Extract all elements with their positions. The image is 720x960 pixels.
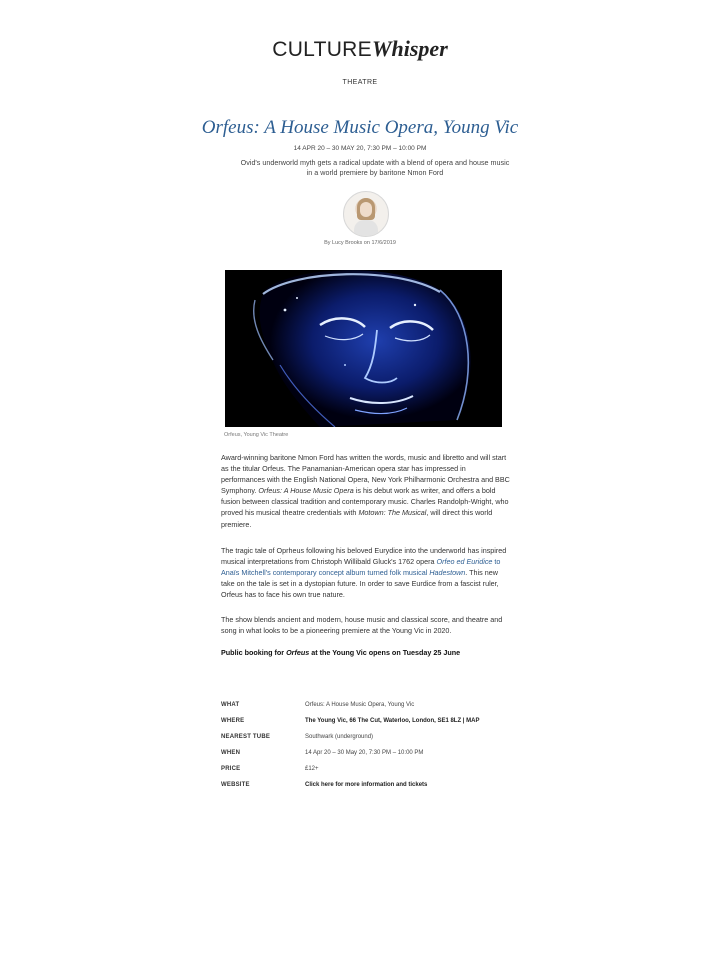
info-row-when (221, 750, 521, 766)
booking-notice: Public booking for Orfeus at the Young Vic opens on Tuesday 25 June (221, 648, 461, 657)
venue-address-link[interactable]: The Young Vic, 66 The Cut, Waterloo, London, SE1 8LZ | MAP (305, 718, 480, 724)
info-label: WEBSITE (221, 782, 250, 788)
article-title: Orfeus: A House Music Opera, Young Vic (201, 117, 519, 138)
info-label: NEAREST TUBE (221, 734, 271, 740)
info-label: PRICE (221, 766, 241, 772)
info-row-website (221, 782, 521, 798)
site-logo[interactable] (0, 36, 720, 62)
info-row-tube (221, 734, 521, 750)
website-link[interactable]: Click here for more information and tickets (305, 782, 428, 788)
info-label: WHERE (221, 718, 245, 724)
info-label: WHEN (221, 750, 241, 756)
info-row-what (221, 702, 521, 718)
info-row-price (221, 766, 521, 782)
link-hadestown[interactable]: Hadestown (429, 568, 466, 578)
info-value: Orfeus: A House Music Opera, Young Vic (305, 702, 415, 708)
link-anais[interactable]: to Anaïs Mitchell's contemporary concept album turned folk musical (221, 557, 501, 578)
image-caption: Orfeus, Young Vic Theatre (224, 432, 289, 438)
paragraph-2: The tragic tale of Oprheus following his beloved Eurydice into the underworld has inspired musical interpretations from Christoph Willibald Gluck's 1762 opera Orfeo ed Euridice to Anaïs Mitchell's contemporary concept album turned folk musical Hadestown. This new take on the tale is set in a dystopian future. In order to save Eurdice from a fascist ruler, Orfeus has to face his own true nature. (221, 546, 507, 600)
author-avatar (343, 191, 389, 237)
logo-whisper: Whisper (371, 36, 448, 61)
category-label[interactable]: THEATRE (342, 79, 378, 86)
paragraph-3: The show blends ancient and modern, house music and classical score, and theatre and song in what looks to be a pioneering premiere at the Young Vic in 2020. (221, 615, 503, 636)
info-value: £12+ (305, 766, 319, 772)
info-value: Southwark (underground) (305, 734, 374, 740)
logo-culture: CULTURE (272, 38, 372, 61)
paragraph-1: Award-winning baritone Nmon Ford has written the words, music and libretto and will start as the titular Orfeus. The Panamanian-American opera star has impressed in performances with the English National Opera, New York Philharmonic Orchestra and BBC Symphony. Orfeus: A House Music Opera is his debut work as writer, and offers a bold fusion between classical tradition and contemporary music. Charles Randolph-Wright, who proved his musical theatre credentials with Motown: The Musical, will direct this world premiere. (221, 453, 510, 529)
article-byline: By Lucy Brooks on 17/6/2019 (324, 240, 396, 246)
link-orfeo[interactable]: Orfeo ed Euridice (436, 557, 493, 567)
info-value: 14 Apr 20 – 30 May 20, 7:30 PM – 10:00 PM (305, 750, 424, 756)
info-row-where (221, 718, 521, 734)
event-dates: 14 APR 20 – 30 MAY 20, 7:30 PM – 10:00 PM (293, 145, 427, 152)
info-label: WHAT (221, 702, 240, 708)
article-standfirst: Ovid's underworld myth gets a radical update with a blend of opera and house music in a world premiere by baritone Nmon Ford (240, 158, 510, 177)
event-info-table (221, 702, 521, 798)
hero-image (225, 270, 502, 427)
